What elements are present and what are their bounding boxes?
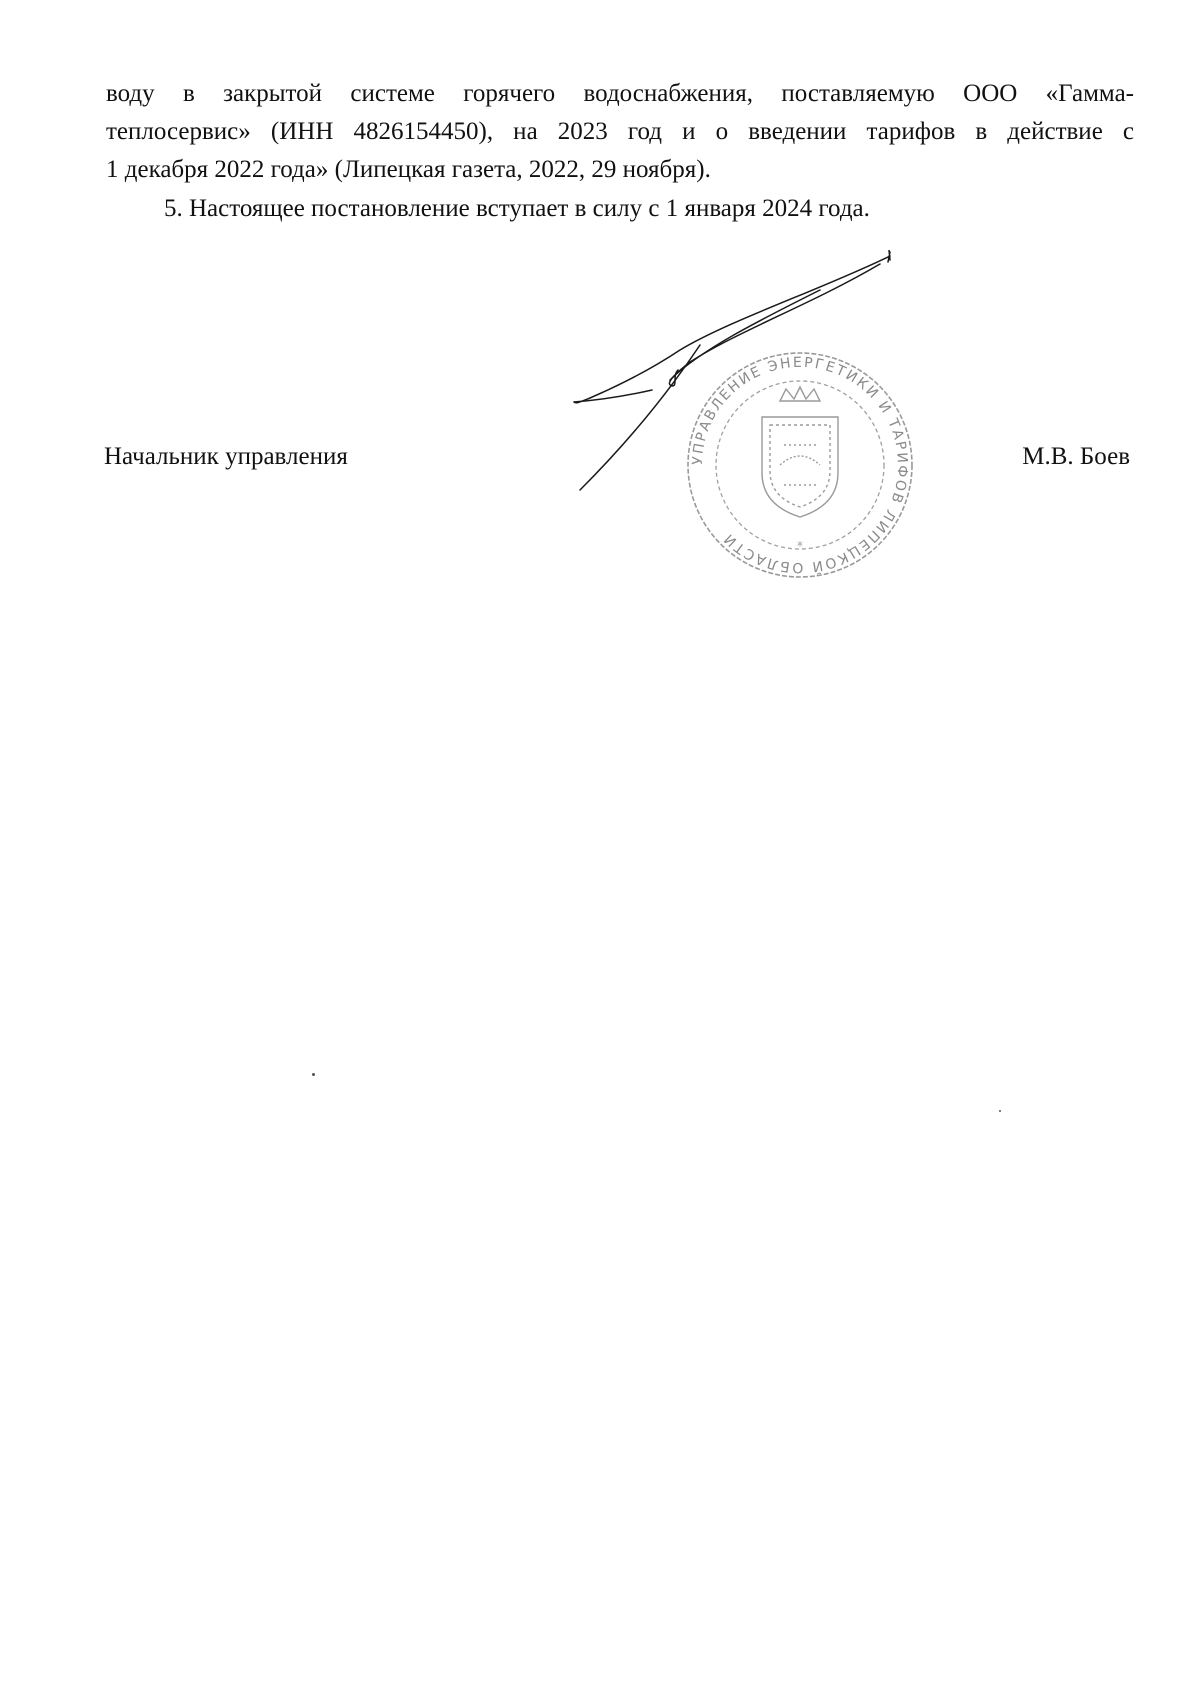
seal-text-path: УПРАВЛЕНИЕ ЭНЕРГЕТИКИ И ТАРИФОВ ЛИПЕЦКОЙ ОБЛАСТИ: [689, 354, 911, 576]
paragraph-line: 1 декабря 2022 года» (Липецкая газета, 2022, 29 ноября).: [106, 156, 711, 183]
svg-text:*: *: [797, 539, 803, 553]
continuation-paragraph: [106, 75, 1134, 189]
signatory-name: М.В. Боев: [1022, 443, 1130, 470]
handwritten-signature: [560, 250, 900, 500]
scan-speck: [312, 1073, 315, 1076]
paragraph-line: воду в закрытой системе горячего водоснабжения, поставляемую ООО «Гамма-: [106, 80, 1134, 107]
scan-speck: [999, 1110, 1001, 1112]
signatory-position: Начальник управления: [104, 443, 348, 470]
clause-5: 5. Настоящее постановление вступает в силу с 1 января 2024 года.: [164, 195, 870, 222]
paragraph-line: теплосервис» (ИНН 4826154450), на 2023 год и о введении тарифов в действие с: [106, 118, 1134, 145]
